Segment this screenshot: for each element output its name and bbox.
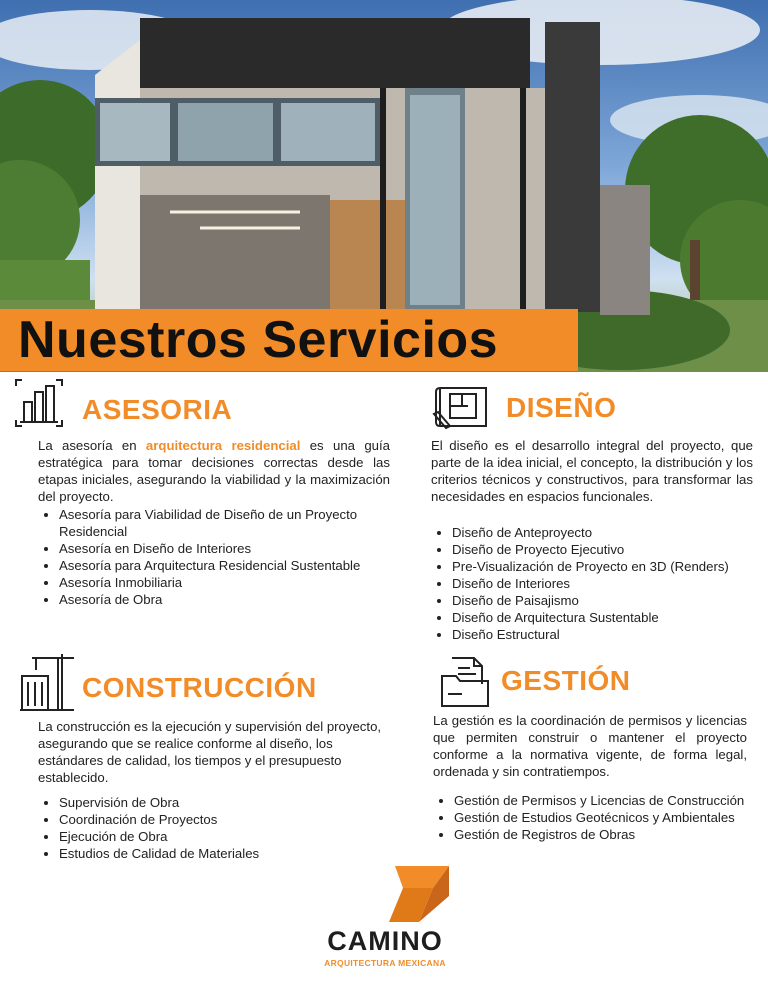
list-item: • Supervisión de Obra bbox=[59, 794, 411, 811]
logo-wordmark: CAMINO bbox=[327, 926, 443, 956]
list-item: • Diseño Estructural bbox=[452, 626, 768, 643]
list-item: • Pre-Visualización de Proyecto en 3D (Renders) bbox=[452, 558, 768, 575]
gestion-list bbox=[433, 792, 768, 843]
section-title-gestion: GESTIÓN bbox=[501, 665, 631, 696]
title-banner bbox=[0, 309, 578, 371]
section-title-asesoria: ASESORIA bbox=[82, 394, 233, 425]
list-item: • Diseño de Proyecto Ejecutivo bbox=[452, 541, 768, 558]
gestion-description: La gestión es la coordinación de permisos y licencias que permiten construir o mantener el proyecto conforme a la normativa vigente, de forma legal, ordenada y sin contratiempos. bbox=[433, 713, 747, 779]
list-item: • Diseño de Arquitectura Sustentable bbox=[452, 609, 768, 626]
list-item: • Gestión de Registros de Obras bbox=[454, 826, 768, 843]
list-item: • Asesoría para Arquitectura Residencial Sustentable bbox=[59, 557, 411, 574]
list-item: • Coordinación de Proyectos bbox=[59, 811, 411, 828]
list-item: • Diseño de Anteproyecto bbox=[452, 524, 768, 541]
page-title: Nuestros Servicios bbox=[18, 311, 499, 369]
list-item: • Asesoría para Viabilidad de Diseño de un Proyecto Residencial bbox=[59, 506, 411, 540]
asesoria-list bbox=[38, 506, 411, 608]
construccion-list bbox=[38, 794, 411, 862]
documents-folder-icon bbox=[438, 654, 494, 710]
crane-building-icon bbox=[18, 652, 76, 712]
diseno-description: El diseño es el desarrollo integral del proyecto, que parte de la idea inicial, el concepto, la distribución y los criterios técnicos y constructivos, para transformar las necesidades en espacios funcionales. bbox=[431, 438, 753, 504]
logo-tagline: ARQUITECTURA MEXICANA bbox=[324, 958, 446, 968]
list-item: • Diseño de Interiores bbox=[452, 575, 768, 592]
list-item: • Gestión de Permisos y Licencias de Construcción bbox=[454, 792, 768, 809]
buildings-chart-icon bbox=[14, 378, 64, 430]
asesoria-description: La asesoría en arquitectura residencial es una guía estratégica para tomar decisiones correctas desde las etapas iniciales, asegurando la viabilidad y la maximización del proyecto. bbox=[38, 438, 390, 504]
list-item: • Asesoría Inmobiliaria bbox=[59, 574, 411, 591]
camino-logo-mark bbox=[350, 866, 486, 924]
list-item: • Estudios de Calidad de Materiales bbox=[59, 845, 411, 862]
list-item: • Gestión de Estudios Geotécnicos y Ambientales bbox=[454, 809, 768, 826]
blueprint-pencil-icon bbox=[432, 382, 492, 432]
section-title-construccion: CONSTRUCCIÓN bbox=[82, 672, 317, 703]
list-item: • Diseño de Paisajismo bbox=[452, 592, 768, 609]
section-title-diseno: DISEÑO bbox=[506, 392, 617, 423]
highlight-arquitectura-residencial: arquitectura residencial bbox=[145, 438, 301, 453]
diseno-list bbox=[431, 524, 768, 643]
list-item: • Ejecución de Obra bbox=[59, 828, 411, 845]
construccion-description: La construcción es la ejecución y supervisión del proyecto, asegurando que se realice conforme al diseño, los estándares de calidad, los tiempos y el presupuesto establecido. bbox=[38, 719, 382, 785]
list-item: • Asesoría en Diseño de Interiores bbox=[59, 540, 411, 557]
list-item: • Asesoría de Obra bbox=[59, 591, 411, 608]
